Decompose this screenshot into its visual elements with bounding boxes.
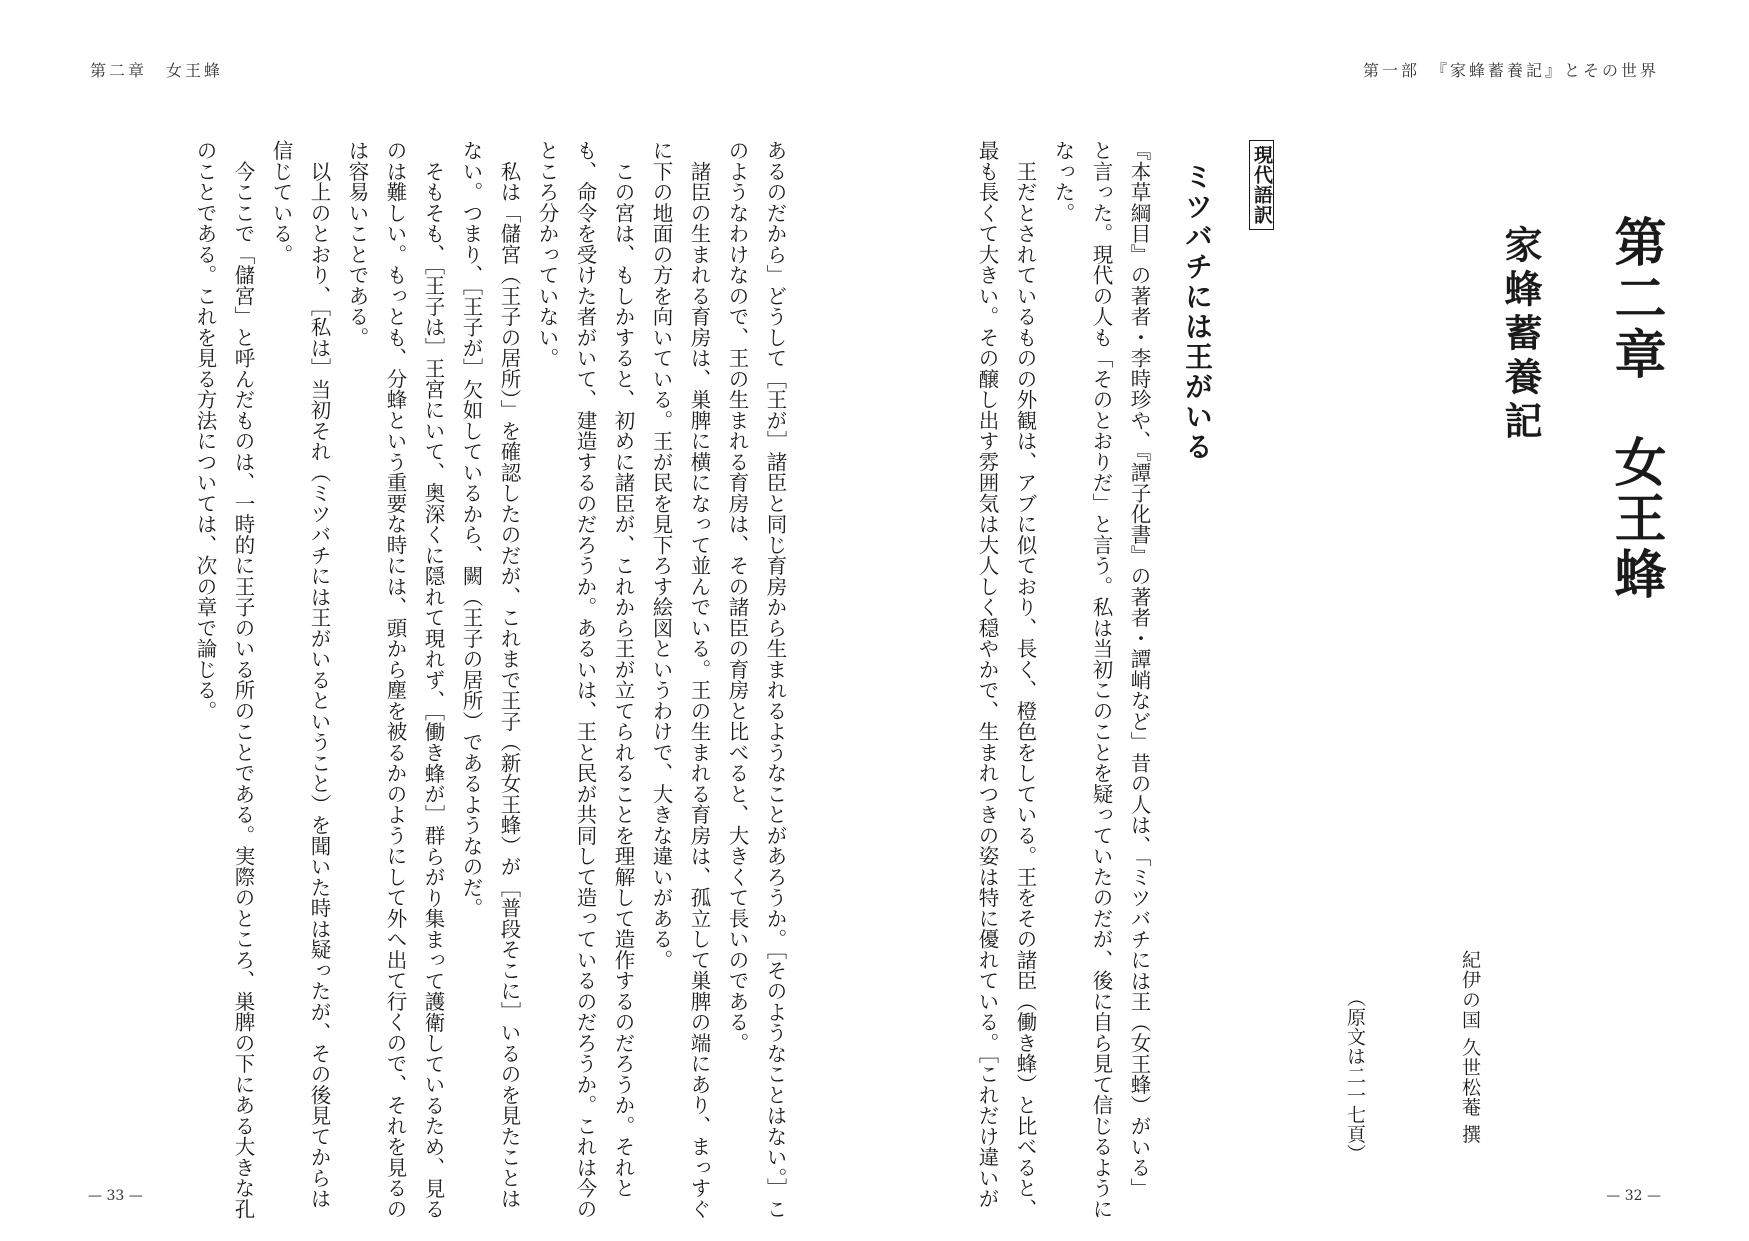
right-page-number: — 32 — [1606,1188,1661,1204]
right-page [875,0,1749,1241]
body-line: のようなわけなので、王の生まれる育房は、その諸臣の育房と比べると、大きくて長いのである。 [725,140,749,1053]
section-label: 現代語訳 [1249,140,1274,230]
chapter-title [1605,215,1666,603]
source-page-note: （原文は二一七頁） [1344,988,1366,1164]
body-line: 諸臣の生まれる育房は、巣脾に横になって並んでいる。王の生まれる育房は、孤立して巣脾の端にあり、まっすぐ [687,140,711,1219]
body-line: 以上のとおり、［私は］当初それ（ミツバチには王がいるということ）を聞いた時は疑ったが、その後見てからは [307,140,331,1209]
chapter-name: 女王蜂 [1605,435,1666,603]
body-line: に下の地面の方を向いている。王が民を見下ろす絵図というわけで、大きな違いがある。 [649,140,673,970]
body-line: ない。つまり、［王子が］欠如しているから、闕（王子の居所）であるようなのだ。 [459,140,483,919]
body-line: ところ分かっていない。 [535,140,559,369]
body-line: 王だとされているものの外観は、アブに似ており、長く、橙色をしている。王をその諸臣（働き蜂）と比べると、 [1013,140,1037,1219]
body-line: あるのだから」どうして［王が］諸臣と同じ育房から生まれるようなことがあろうか。［そのようなことはない。］こ [763,140,787,1220]
body-line: 最も長くて大きい。その醸し出す雰囲気は大人しく穏やかで、生まれつきの姿は特に優れている。［これだけ違いが [975,140,999,1209]
body-line: のは難しい。もっとも、分蜂という重要な時には、頭から塵を被るかのようにして外へ出て行くので、それを見るの [383,140,407,1219]
author-credit: 紀伊の国 久世松菴 撰 [1459,950,1481,1145]
body-line: と言った。現代の人も「そのとおりだ」と言う。私は当初このことを疑っていたのだが、後に自ら見て信じるように [1089,140,1113,1219]
section-heading: ミツバチには王がいる [1181,162,1214,462]
left-running-head: 第二章 女王蜂 [90,61,224,80]
body-line: 今ここで「儲宮」と呼んだものは、一時的に王子のいる所のことである。実際のところ、巣脾の下にある大きな孔 [231,140,255,1219]
body-line: そもそも、［王子は］王宮にいて、奥深くに隠れて現れず、［働き蜂が］群らがり集まって護衛しているため、見る [421,140,445,1220]
left-page-number: — 33 — [88,1188,143,1204]
left-page [0,0,874,1241]
chapter-number: 第二章 [1605,215,1666,383]
body-line: なった。 [1051,140,1075,223]
body-line: も、命令を受けた者がいて、建造するのだろうか。あるいは、王と民が共同して造っているのだろうか。これは今の [573,140,597,1219]
body-line: のことである。これを見る方法については、次の章で論じる。 [193,140,217,721]
right-running-head: 第一部 『家蜂蓄養記』とその世界 [1362,61,1659,80]
body-line: 私は「儲宮（王子の居所）」を確認したのだが、これまで王子（新女王蜂）が［普段そこに］いるのを見たことは [497,140,521,1209]
body-line: 信じている。 [269,140,293,265]
book-title: 家蜂蓄養記 [1498,225,1543,445]
body-line: この宮は、もしかすると、初めに諸臣が、これから王が立てられることを理解して造作するのだろうか。それと [611,140,635,1199]
body-line: は容易いことである。 [345,140,369,348]
body-line: 『本草綱目』の著者・李時珍や、『譚子化書』の著者・譚峭など」昔の人は、「ミツバチには王（女王蜂）がいる」 [1127,140,1151,1199]
